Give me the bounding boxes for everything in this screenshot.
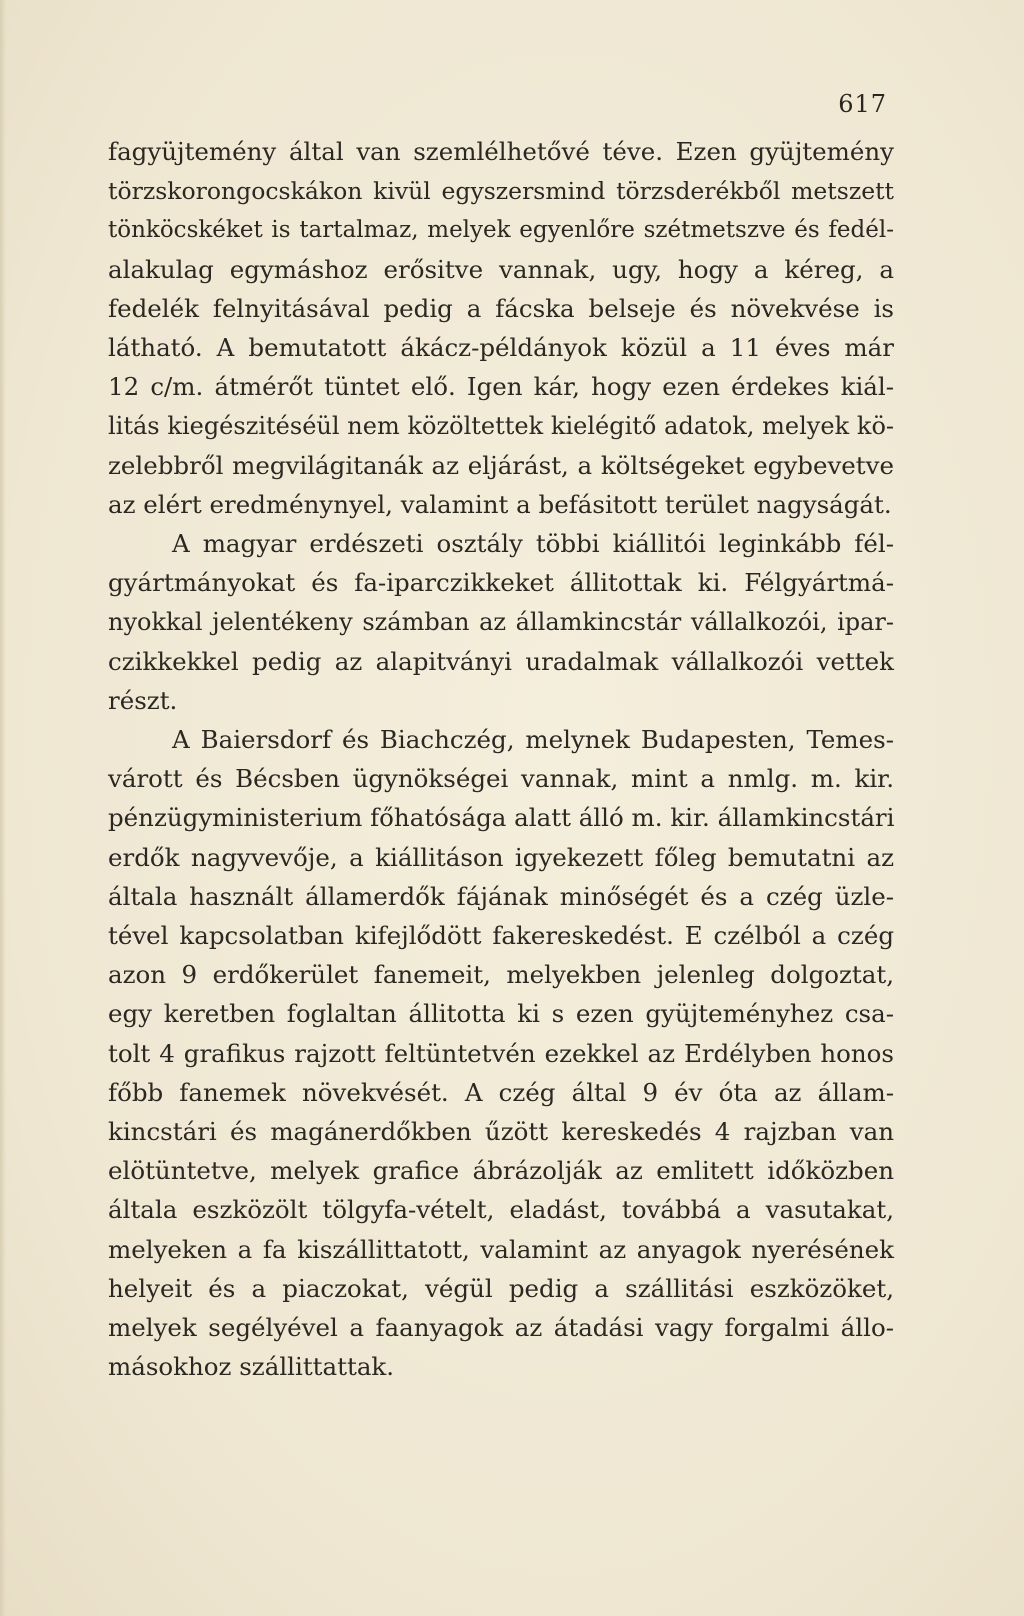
text-line: nyokkal jelentékeny számban az államkincstár vállalkozói, ipar-	[108, 608, 894, 637]
text-line: tönköcskéket is tartalmaz, melyek egyenlőre szétmetszve és fedél-	[108, 217, 894, 244]
text-line: melyek segélyével a faanyagok az átadási vagy forgalmi állo-	[108, 1313, 894, 1342]
text-line: általa eszközölt tölgyfa-vételt, eladást, továbbá a vasutakat,	[108, 1195, 894, 1225]
text-line: helyeit és a piaczokat, végül pedig a szállitási eszközöket,	[108, 1273, 894, 1303]
page-edge-shadow	[0, 0, 6, 1616]
text-line: elötüntetve, melyek grafice ábrázolják az emlitett időközben	[108, 1156, 894, 1186]
page-number: 617	[838, 90, 887, 118]
text-line: törzskorongocskákon kivül egyszersmind törzsderékből metszett	[108, 177, 894, 206]
text-line: 12 c/m. átmérőt tüntet elő. Igen kár, hogy ezen érdekes kiál-	[108, 372, 894, 402]
text-line: litás kiegészitéséül nem közöltettek kielégitő adatok, melyek kö-	[108, 412, 894, 441]
text-line: fagyüjtemény által van szemlélhetővé téve. Ezen gyüjtemény	[108, 137, 894, 166]
text-line: A Baiersdorf és Biachczég, melynek Budapesten, Temes-	[172, 725, 894, 754]
text-line: alakulag egymáshoz erősitve vannak, ugy, hogy a kéreg, a	[108, 254, 894, 284]
text-line: egy keretben foglaltan állitotta ki s ezen gyüjteményhez csa-	[108, 999, 894, 1029]
text-line: gyártmányokat és fa-iparczikkeket állitottak ki. Félgyártmá-	[108, 568, 894, 598]
text-line: fedelék felnyitásával pedig a fácska belseje és növekvése is	[108, 293, 894, 323]
text-line: melyeken a fa kiszállittatott, valamint az anyagok nyerésének	[108, 1234, 894, 1264]
text-line: pénzügyministerium főhatósága alatt álló m. kir. államkincstári	[108, 803, 895, 833]
text-line: másokhoz szállittattak.	[108, 1352, 395, 1382]
text-line: az elért eredménynyel, valamint a befásitott terület nagyságát.	[108, 489, 892, 519]
text-line: azon 9 erdőkerület fanemeit, melyekben jelenleg dolgoztat,	[108, 960, 894, 990]
text-line: tolt 4 grafikus rajzott feltüntetvén ezekkel az Erdélyben honos	[108, 1038, 894, 1068]
text-line: főbb fanemek növekvését. A czég által 9 év óta az állam-	[108, 1077, 894, 1107]
text-line: részt.	[108, 685, 178, 715]
text-line: látható. A bemutatott ákácz-példányok közül a 11 éves már	[108, 333, 894, 362]
text-line: kincstári és magánerdőkben űzött kereskedés 4 rajzban van	[108, 1117, 894, 1146]
text-line: várott és Bécsben ügynökségei vannak, mint a nmlg. m. kir.	[108, 764, 894, 794]
text-line: czikkekkel pedig az alapitványi uradalmak vállalkozói vettek	[108, 646, 894, 676]
text-line: zelebbről megvilágitanák az eljárást, a költségeket egybevetve	[108, 450, 894, 480]
text-line: tével kapcsolatban kifejlődött fakereskedést. E czélból a czég	[108, 921, 894, 950]
text-line: A magyar erdészeti osztály többi kiállitói leginkább fél-	[172, 529, 894, 558]
text-line: erdők nagyvevője, a kiállitáson igyekezett főleg bemutatni az	[108, 842, 894, 872]
text-line: általa használt államerdők fájának minőségét és a czég üzle-	[108, 881, 894, 911]
